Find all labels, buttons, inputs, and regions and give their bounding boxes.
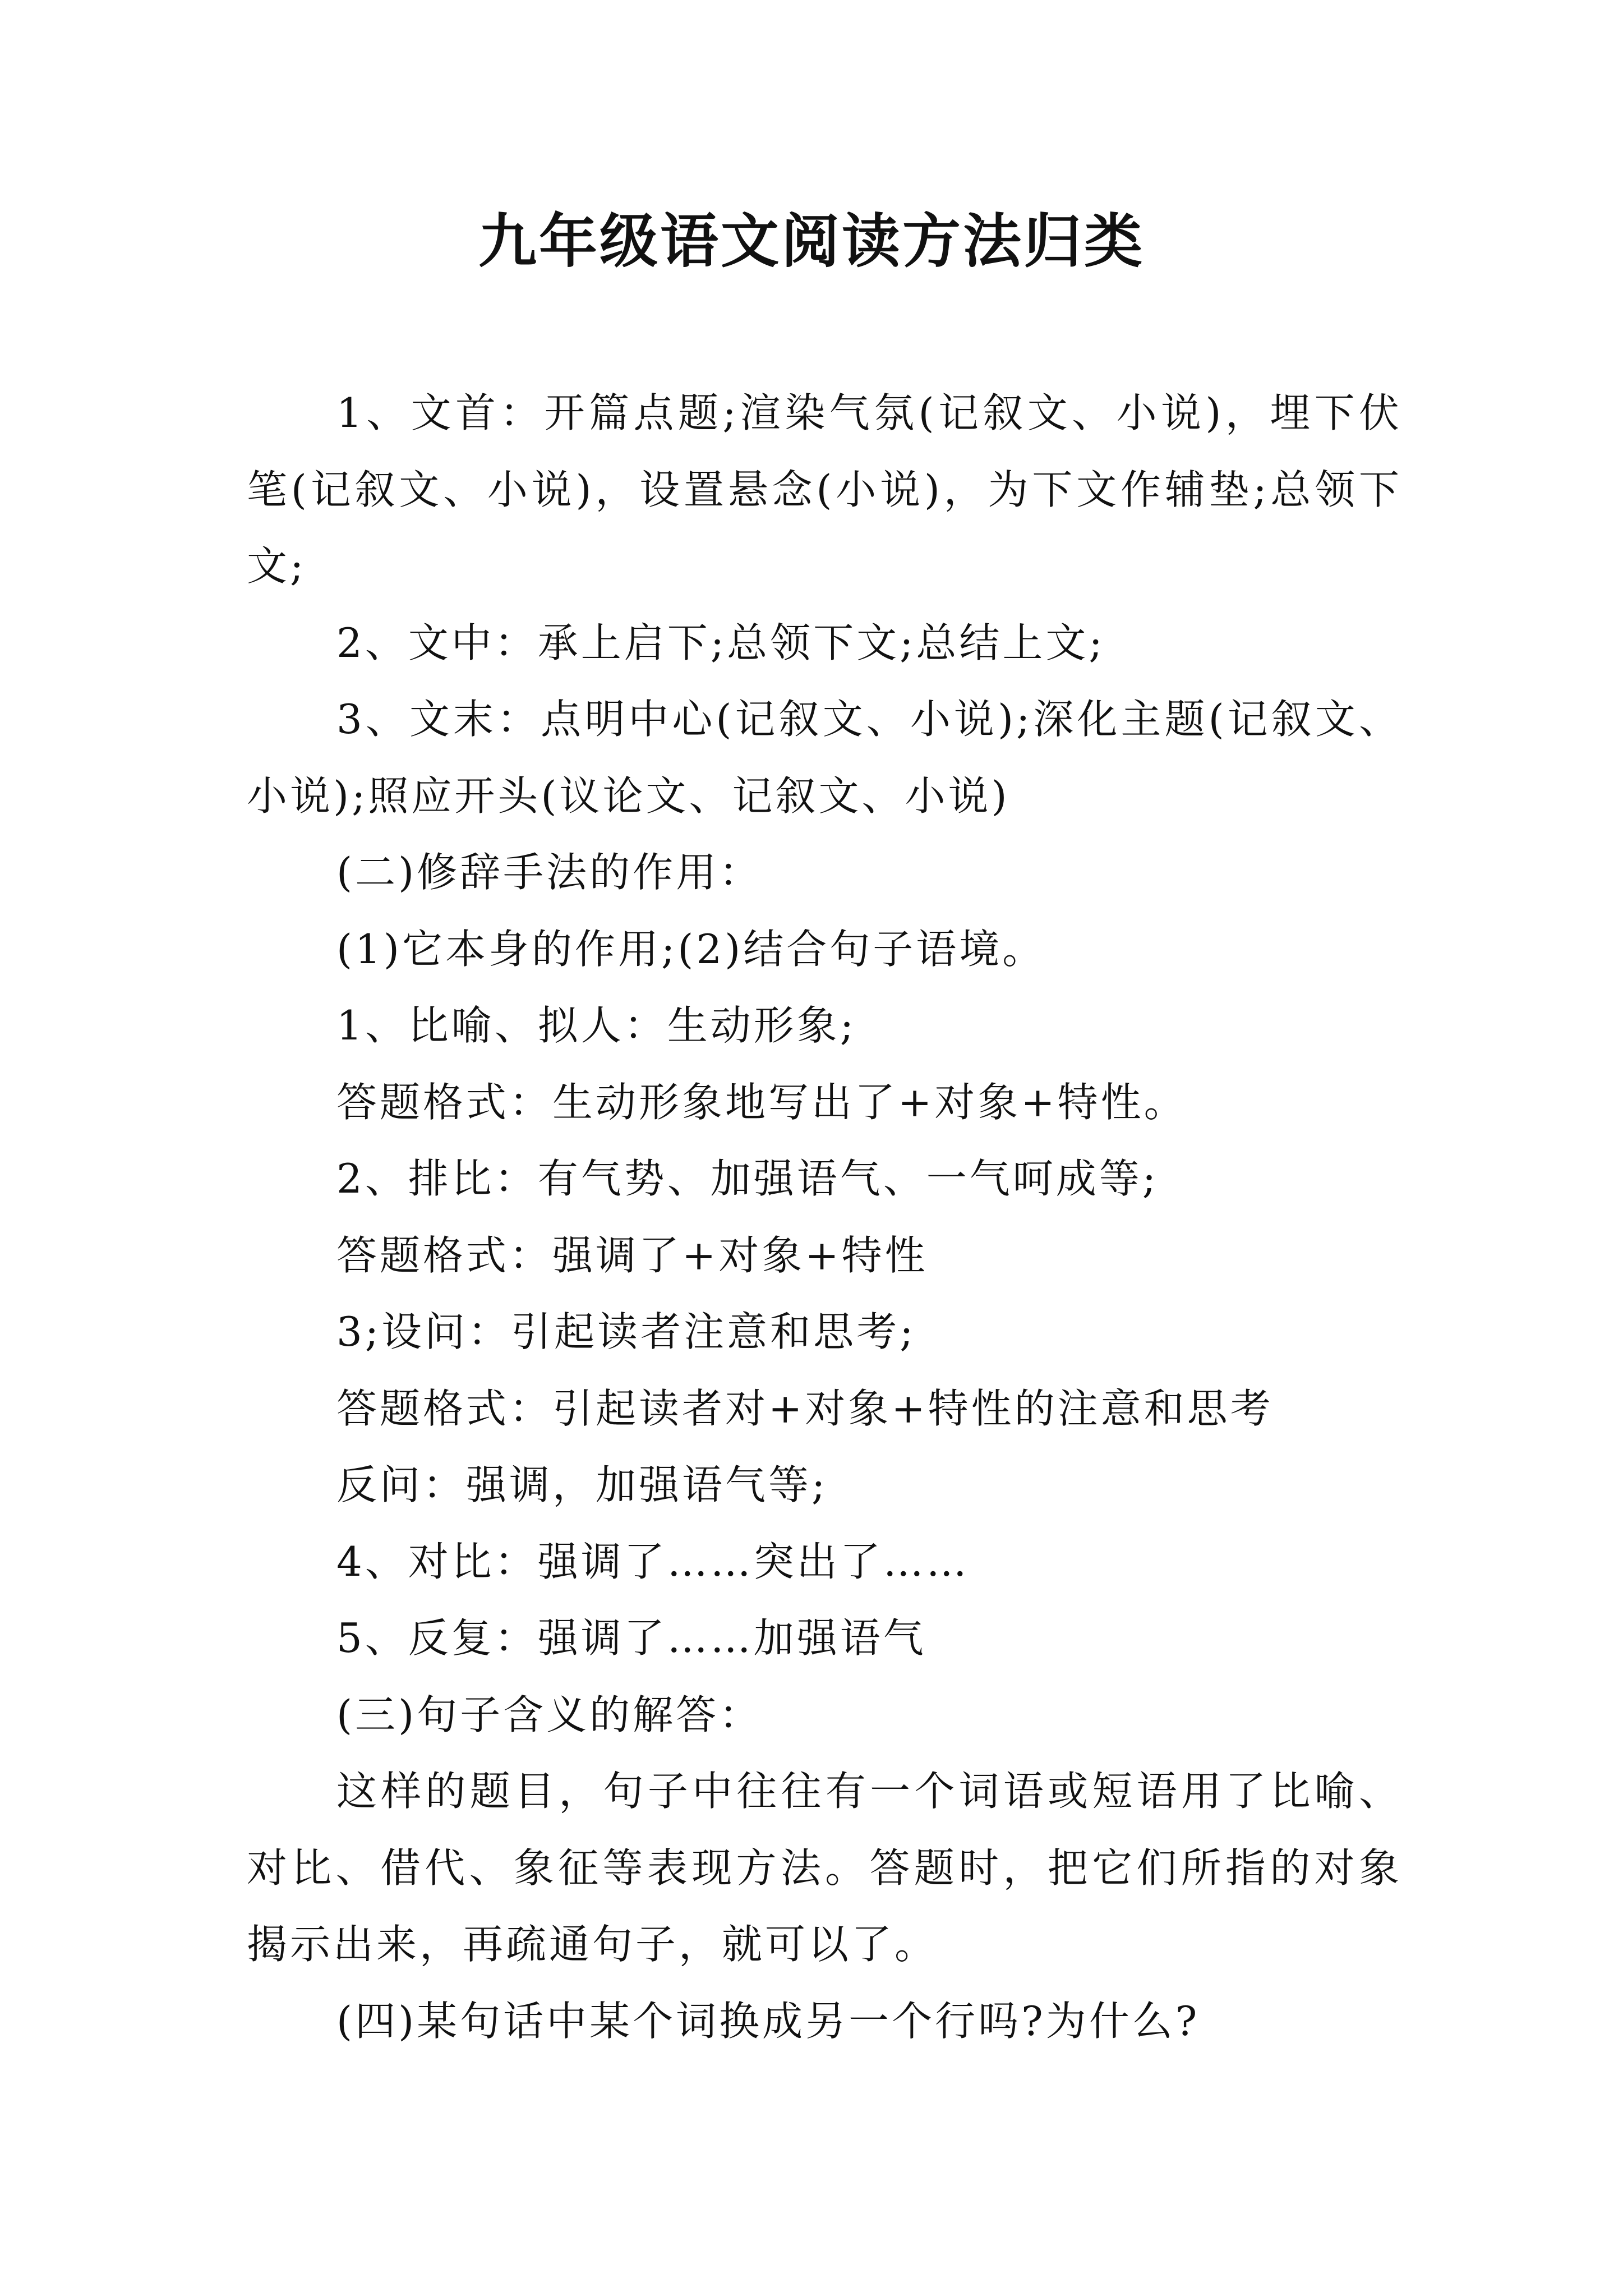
section-heading-sentence-meaning: (三)句子含义的解答： — [336, 1691, 763, 1738]
paragraph-6: 1、比喻、拟人：生动形象; — [336, 1002, 857, 1049]
paragraph-13: 4、对比：强调了……突出了…… — [336, 1538, 970, 1585]
paragraph-11: 答题格式：引起读者对+对象+特性的注意和思考 — [336, 1384, 1274, 1432]
paragraph-10: 3;设问：引起读者注意和思考; — [336, 1308, 916, 1355]
paragraph-16: 这样的题目，句子中往往有一个词语或短语用了比喻、对比、借代、象征等表现方法。答题时，把它们所指的对象揭示出来，再疏通句子，就可以了。 — [247, 1768, 1402, 1968]
paragraph-8: 2、排比：有气势、加强语气、一气呵成等; — [336, 1155, 1159, 1202]
document-body — [247, 375, 1402, 2059]
section-heading-rhetoric: (二)修辞手法的作用： — [336, 849, 763, 896]
paragraph-14: 5、反复：强调了……加强语气 — [336, 1614, 926, 1662]
paragraph-5: (1)它本身的作用;(2)结合句子语境。 — [336, 925, 1046, 973]
section-heading-word-replacement: (四)某句话中某个词换成另一个行吗?为什么? — [336, 1997, 1200, 2045]
paragraph-3: 3、文末：点明中心(记叙文、小说);深化主题(记叙文、小说);照应开头(议论文、记叙文、小说) — [247, 696, 1402, 820]
paragraph-12: 反问：强调，加强语气等; — [336, 1461, 828, 1508]
document-title: 九年级语文阅读方法归类 — [478, 206, 1145, 275]
paragraph-7: 答题格式：生动形象地写出了+对象+特性。 — [336, 1078, 1187, 1126]
paragraph-1: 1、文首：开篇点题;渲染气氛(记叙文、小说)，埋下伏笔(记叙文、小说)，设置悬念(小说)，为下文作辅垫;总领下文; — [247, 389, 1402, 590]
paragraph-2: 2、文中：承上启下;总领下文;总结上文; — [336, 619, 1105, 666]
paragraph-9: 答题格式：强调了+对象+特性 — [336, 1231, 928, 1279]
